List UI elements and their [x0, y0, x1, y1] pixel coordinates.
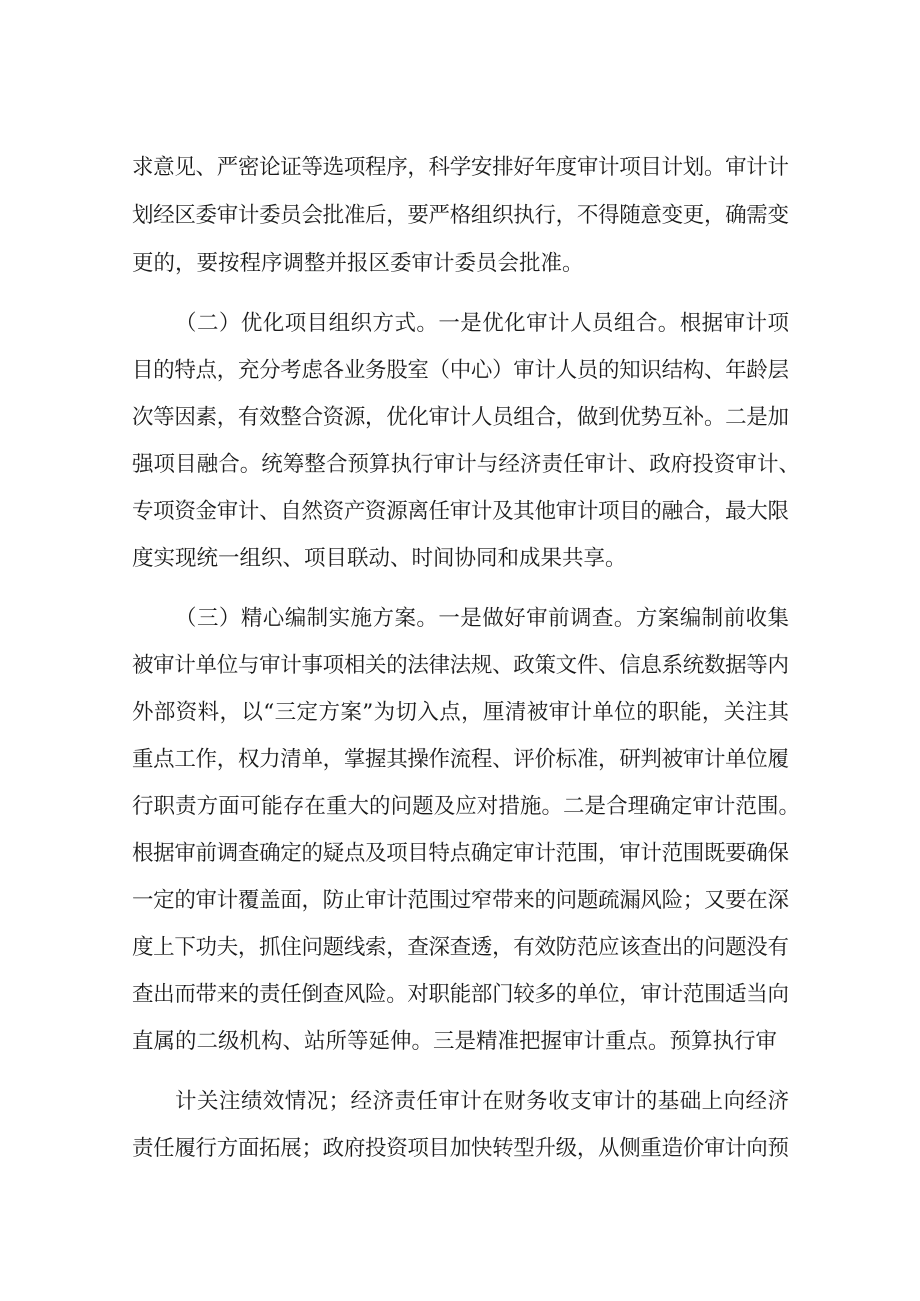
text-line-content: 更的，要按程序调整并报区委审计委员会批准。 — [132, 251, 584, 276]
text-line — [0, 1126, 920, 1172]
text-line — [0, 301, 920, 347]
text-line — [0, 145, 920, 191]
text-line — [0, 536, 920, 582]
text-line-content: 被审计单位与审计事项相关的法律法规、政策文件、信息系统数据等内 — [132, 653, 789, 678]
text-line — [0, 241, 920, 287]
text-line — [0, 395, 920, 441]
text-line — [0, 348, 920, 394]
text-line-content: 外部资料，以“三定方案”为切入点，厘清被审计单位的职能，关注其 — [132, 700, 790, 725]
text-line-content: 目的特点，充分考虑各业务股室（中心）审计人员的知识结构、年龄层 — [132, 358, 789, 383]
text-line-content: 度上下功夫，抓住问题线索，查深查透，有效防范应该查出的问题没有 — [132, 935, 789, 960]
text-line — [0, 690, 920, 736]
text-line-content: 划经区委审计委员会批准后，要严格组织执行，不得随意变更，确需变 — [132, 203, 789, 228]
text-line — [0, 737, 920, 783]
text-line — [0, 878, 920, 924]
text-line — [0, 1019, 920, 1065]
text-line — [0, 831, 920, 877]
text-line — [0, 643, 920, 689]
text-line — [0, 193, 920, 239]
text-line-content: 求意见、严密论证等选项程序，科学安排好年度审计项目计划。审计计 — [132, 155, 789, 180]
text-line — [0, 489, 920, 535]
text-line — [0, 972, 920, 1018]
text-line-content: 查出而带来的责任倒查风险。对职能部门较多的单位，审计范围适当向 — [132, 982, 789, 1007]
text-line — [0, 596, 920, 642]
text-line-content: （二）优化项目组织方式。一是优化审计人员组合。根据审计项 — [175, 311, 790, 336]
text-line-content: 度实现统一组织、项目联动、时间协同和成果共享。 — [132, 546, 627, 571]
text-line — [0, 784, 920, 830]
text-line-content: 次等因素，有效整合资源，优化审计人员组合，做到优势互补。二是加 — [132, 405, 789, 430]
text-line-content: （三）精心编制实施方案。一是做好审前调查。方案编制前收集 — [175, 606, 790, 631]
text-line — [0, 1079, 920, 1125]
text-line-content: 计关注绩效情况；经济责任审计在财务收支审计的基础上向经济 — [175, 1089, 790, 1114]
text-line — [0, 442, 920, 488]
text-line — [0, 925, 920, 971]
text-line-content: 重点工作，权力清单，掌握其操作流程、评价标准，研判被审计单位履 — [132, 747, 789, 772]
text-line-content: 责任履行方面拓展；政府投资项目加快转型升级，从侧重造价审计向预 — [132, 1136, 789, 1161]
text-line-content: 直属的二级机构、站所等延伸。三是精准把握审计重点。预算执行审 — [132, 1029, 778, 1054]
text-line-content: 专项资金审计、自然资产资源离任审计及其他审计项目的融合，最大限 — [132, 499, 789, 524]
text-line-content: 强项目融合。统筹整合预算执行审计与经济责任审计、政府投资审计、 — [132, 452, 801, 477]
text-line-content: 一定的审计覆盖面，防止审计范围过窄带来的问题疏漏风险；又要在深 — [132, 888, 789, 913]
text-line-content: 行职责方面可能存在重大的问题及应对措施。二是合理确定审计范围。 — [132, 794, 801, 819]
text-line-content: 根据审前调查确定的疑点及项目特点确定审计范围，审计范围既要确保 — [132, 841, 789, 866]
